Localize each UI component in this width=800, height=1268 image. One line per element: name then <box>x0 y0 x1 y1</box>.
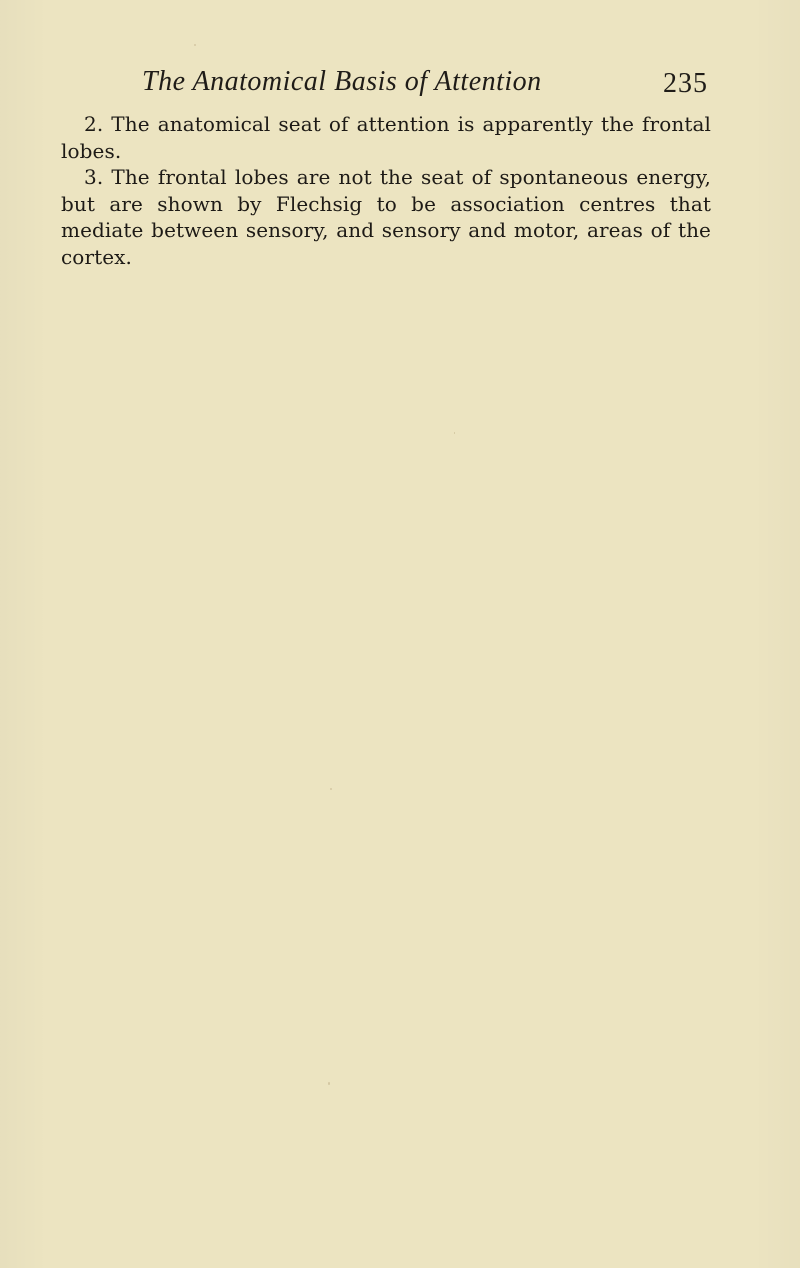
numbered-paragraph-3: 3. The frontal lobes are not the seat of spontaneous energy, but are shown by Flechsig to be association centres that mediate between sensory, and sensory and motor, areas of the cortex. <box>61 165 711 269</box>
running-header <box>142 66 708 104</box>
paper-speck <box>330 788 332 790</box>
paper-speck <box>328 1082 330 1085</box>
paper-speck <box>454 432 455 434</box>
page-number: 235 <box>663 68 708 99</box>
paper-speck <box>194 44 196 46</box>
body-text <box>61 111 711 270</box>
numbered-paragraph-2: 2. The anatomical seat of attention is apparently the frontal lobes. <box>61 112 711 163</box>
running-title: The Anatomical Basis of Attention <box>142 66 542 97</box>
